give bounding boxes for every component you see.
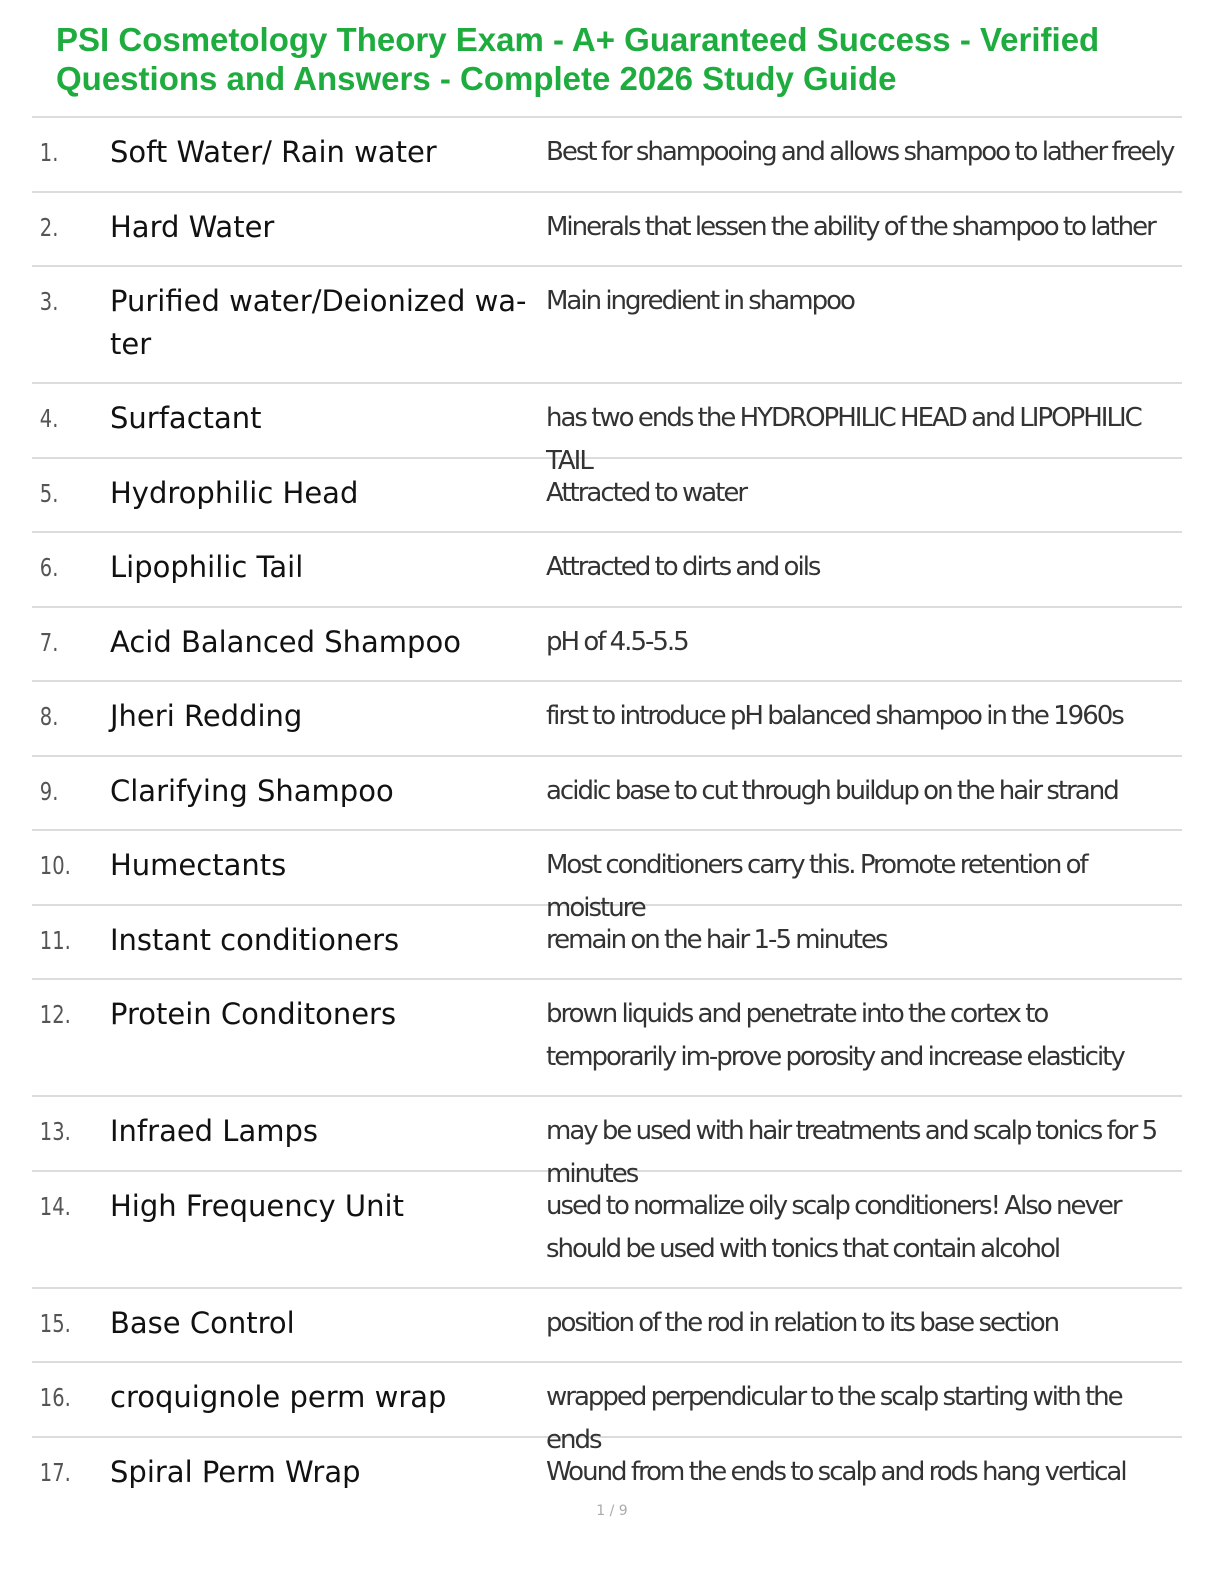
- item-definition: first to introduce pH balanced shampoo in the 1960s: [546, 701, 1123, 731]
- item-term: Clarifying Shampoo: [110, 773, 394, 808]
- item-number: 15.: [39, 1308, 71, 1338]
- item-term: High Frequency Unit: [110, 1188, 404, 1223]
- qa-row: [32, 1097, 1182, 1189]
- item-number: 8.: [39, 702, 59, 731]
- qa-list: [32, 116, 1182, 1512]
- item-definition: Wound from the ends to scalp and rods hang vertical: [546, 1456, 1126, 1487]
- item-number: 13.: [39, 1117, 71, 1146]
- qa-row: [32, 193, 1182, 268]
- document-title: PSI Cosmetology Theory Exam - A+ Guaranteed Success - Verified Questions and Answers - Complete 2026 Study Guide: [56, 21, 1100, 97]
- qa-row: [32, 757, 1182, 832]
- item-term: Humectants: [110, 848, 287, 882]
- item-number: 17.: [39, 1457, 71, 1487]
- qa-row: [32, 682, 1182, 757]
- item-term: Base Control: [110, 1305, 295, 1340]
- qa-row: [32, 533, 1182, 608]
- item-term: Jheri Redding: [110, 699, 303, 733]
- page-number: 1 / 9: [596, 1503, 628, 1519]
- item-number: 2.: [39, 212, 59, 242]
- qa-row: [32, 384, 1182, 476]
- item-number: 14.: [39, 1191, 71, 1221]
- item-number: 12.: [39, 1000, 71, 1029]
- item-definition: Best for shampooing and allows shampoo to lather freely: [546, 137, 1174, 167]
- item-definition: may be used with hair treatments and scalp tonics for 5 minutes: [546, 1116, 1157, 1189]
- item-term: Purified water/Deionized wa-ter: [110, 284, 527, 361]
- item-number: 16.: [39, 1383, 71, 1412]
- item-definition: Attracted to water: [546, 477, 747, 508]
- item-term: Infraed Lamps: [110, 1114, 318, 1148]
- item-number: 5.: [39, 478, 59, 508]
- item-number: 11.: [39, 925, 71, 955]
- item-number: 6.: [39, 553, 59, 582]
- item-definition: pH of 4.5-5.5: [546, 626, 688, 657]
- qa-row: [32, 118, 1182, 193]
- item-definition: Most conditioners carry this. Promote retention of moisture: [546, 850, 1087, 923]
- item-number: 3.: [39, 287, 59, 316]
- qa-row: [32, 1363, 1182, 1455]
- item-number: 1.: [39, 138, 59, 167]
- qa-row: [32, 267, 1182, 384]
- item-term: Acid Balanced Shampoo: [110, 624, 461, 659]
- item-definition: wrapped perpendicular to the scalp starting with the ends: [546, 1382, 1122, 1455]
- item-definition: remain on the hair 1-5 minutes: [546, 924, 887, 955]
- qa-row: [32, 608, 1182, 683]
- item-term: Instant conditioners: [110, 922, 400, 957]
- item-number: 4.: [39, 404, 59, 433]
- item-definition: brown liquids and penetrate into the cortex to temporarily im-prove porosity and increase elasticity: [546, 999, 1124, 1072]
- qa-row: [32, 980, 1182, 1097]
- item-term: Spiral Perm Wrap: [110, 1454, 361, 1489]
- item-definition: has two ends the HYDROPHILIC HEAD and LIPOPHILIC TAIL: [546, 403, 1141, 476]
- item-definition: position of the rod in relation to its base section: [546, 1307, 1059, 1338]
- item-number: 7.: [39, 627, 59, 657]
- item-definition: acidic base to cut through buildup on the hair strand: [546, 775, 1118, 806]
- item-term: Soft Water/ Rain water: [110, 135, 437, 169]
- item-definition: Main ingredient in shampoo: [546, 286, 854, 316]
- item-definition: Minerals that lessen the ability of the shampoo to lather: [546, 211, 1155, 242]
- item-term: Lipophilic Tail: [110, 550, 304, 584]
- item-definition: Attracted to dirts and oils: [546, 552, 820, 582]
- item-term: Surfactant: [110, 401, 262, 435]
- item-number: 10.: [39, 851, 71, 880]
- qa-row: [32, 1289, 1182, 1364]
- item-number: 9.: [39, 776, 59, 806]
- item-definition: used to normalize oily scalp conditioners! Also never should be used with tonics that contain alcohol: [546, 1190, 1121, 1264]
- qa-row: [32, 1172, 1182, 1289]
- qa-row: [32, 831, 1182, 923]
- item-term: Protein Conditoners: [110, 997, 397, 1031]
- item-term: Hydrophilic Head: [110, 475, 359, 510]
- item-term: croquignole perm wrap: [110, 1380, 447, 1414]
- item-term: Hard Water: [110, 209, 275, 244]
